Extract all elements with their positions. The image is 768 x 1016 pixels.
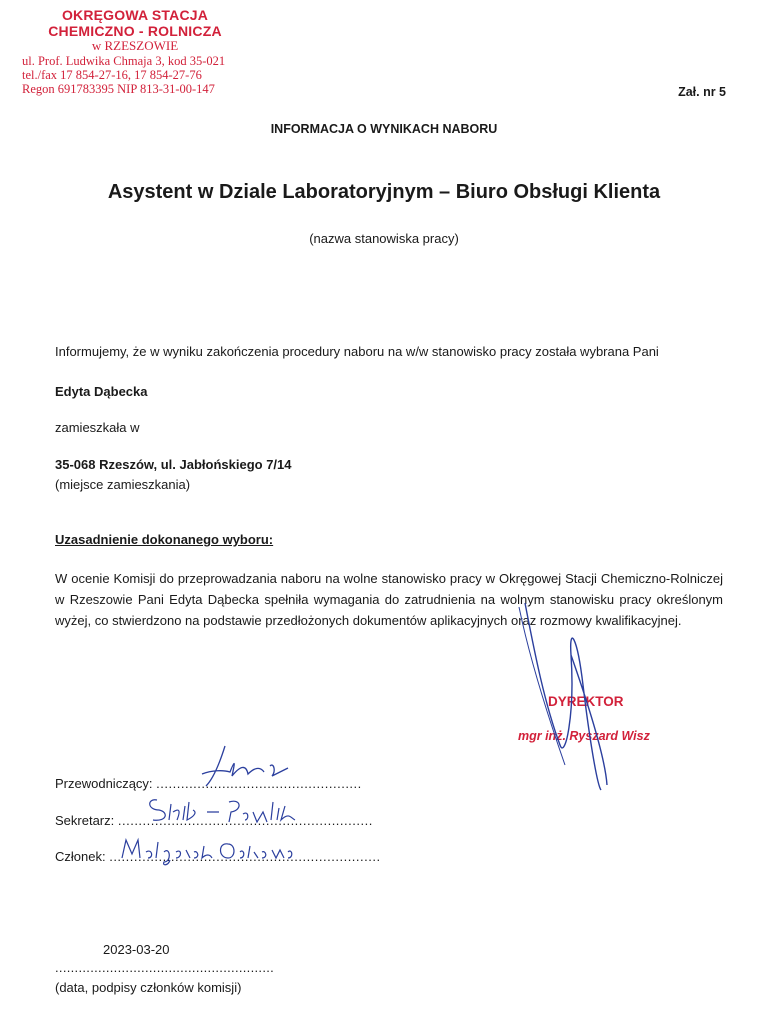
position-note: (nazwa stanowiska pracy) [309, 231, 459, 246]
stamp-address: ul. Prof. Ludwika Chmaja 3, kod 35-021 [22, 53, 226, 68]
position-title: Asystent w Dziale Laboratoryjnym – Biuro Obsługi Klienta [107, 181, 661, 203]
address-note: (miejsce zamieszkania) [55, 477, 191, 492]
chair-signature [190, 742, 300, 792]
candidate-name: Edyta Dąbecka [55, 384, 148, 399]
stamp-regon-nip: Regon 691783395 NIP 813-31-00-147 [22, 81, 215, 96]
director-signature [505, 595, 625, 795]
stamp-line-3: w RZESZOWIE [91, 38, 179, 54]
member-dots: .................................................................. [109, 849, 381, 864]
secretary-label: Sekretarz: [55, 813, 115, 828]
candidate-address: 35-068 Rzeszów, ul. Jabłońskiego 7/14 [55, 457, 292, 472]
footer-date: 2023-03-20 [103, 942, 170, 957]
director-title: DYREKTOR [548, 694, 624, 709]
footer-dots: ........................................................ [55, 960, 275, 975]
stamp-line-2: CHEMICZNO - ROLNICZA [48, 22, 222, 39]
document-heading: INFORMACJA O WYNIKACH NABORU [270, 122, 498, 136]
secretary-dots: .............................................................. [117, 813, 373, 828]
intro-text: Informujemy, że w wyniku zakończenia procedury naboru na w/w stanowisko pracy została wybrana Pani [55, 344, 659, 359]
stamp-phone: tel./fax 17 854-27-16, 17 854-27-76 [22, 67, 202, 82]
member-signature [118, 832, 298, 868]
member-label: Członek: [55, 849, 106, 864]
justification-text: W ocenie Komisji do przeprowadzania naboru na wolne stanowisko pracy w Okręgowej Stacji Chemiczno-Rolniczej w Rzeszowie Pani Edyta Dąbecka spełniła wymagania do zatrudnienia na wolnym stanowisku pracy określonym wyżej, co stwierdzono na podstawie przedłożonych dokumentów aplikacyjnych oraz rozmowy kwalifikacyjnej. [55, 571, 723, 628]
attachment-number: Zał. nr 5 [678, 85, 726, 99]
residing-label: zamieszkała w [55, 420, 140, 435]
footer-note: (data, podpisy członków komisji) [55, 980, 242, 995]
stamp-line-1: OKRĘGOWA STACJA [61, 7, 209, 23]
chair-dots: .................................................. [156, 776, 362, 791]
secretary-signature [145, 790, 305, 830]
director-name: mgr inż. Ryszard Wisz [518, 729, 650, 743]
justification-heading: Uzasadnienie dokonanego wyboru: [55, 532, 274, 547]
chair-label: Przewodniczący: [55, 776, 153, 791]
institution-stamp [20, 8, 250, 96]
